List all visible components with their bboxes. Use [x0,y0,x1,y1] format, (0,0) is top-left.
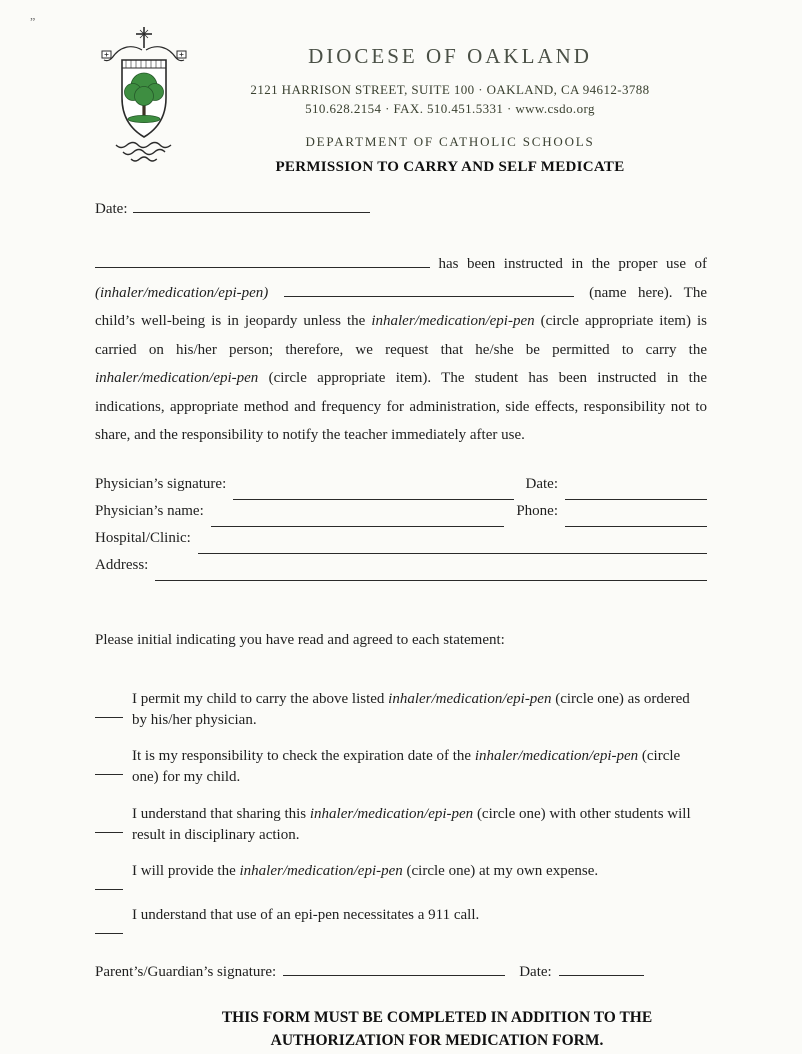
physician-name-label: Physician’s name: [95,502,204,519]
initials-blank-1 [95,703,123,718]
statement-1-post: (circle one) as ordered by his/her physician. [132,690,690,728]
medication-phrase-italic-1: (inhaler/medication/epi-pen) [95,284,269,301]
physician-phone-label: Phone: [516,502,558,519]
scan-artifact-mark: „ [30,8,36,22]
statement-text-5 [132,905,707,926]
statements-list [95,689,707,935]
physician-phone-blank [565,512,707,527]
statement-item-3 [95,804,707,847]
address-row [95,557,707,584]
initials-instruction: Please initial indicating you have read and agreed to each statement: [95,631,505,648]
letterhead [0,0,802,186]
statement-1-pre: I permit my child to carry the above listed [132,690,389,707]
statement-item-5 [95,905,707,934]
date-blank [133,198,370,213]
parent-guardian-signature-row [95,961,707,981]
statement-item-1 [95,689,707,732]
physician-name-row [95,503,707,530]
statement-4-medication-italic: inhaler/medication/epi-pen [239,863,403,880]
parent-signature-label: Parent’s/Guardian’s signature: [95,964,277,981]
statement-2-medication-italic: inhaler/medication/epi-pen [474,748,639,765]
statement-2-pre: It is my responsibility to check the expiration date of the [132,748,475,765]
statement-item-4 [95,861,707,890]
intro-text-4: (circle appropriate item). The student has been instructed in the indications, appropriate method and frequency for administration, side effects, responsibility not to share, and the responsibility to notify the teacher immediately after use. [95,370,707,443]
physician-signature-row [95,476,707,503]
statement-3-pre: I understand that sharing this [132,805,310,822]
parent-date-label: Date: [519,964,552,981]
intro-paragraph [95,250,707,450]
statement-2-post: (circle one) for my child. [132,748,681,786]
form-title: PERMISSION TO CARRY AND SELF MEDICATE [275,159,625,175]
intro-text-1: has been instructed in the proper use of [430,256,707,272]
statement-3-post: (circle one) with other students will result in disciplinary action. [132,805,691,843]
statement-1-medication-italic: inhaler/medication/epi-pen [388,690,552,707]
medication-phrase-italic-2: inhaler/medication/epi-pen [371,313,535,329]
medication-name-blank [284,282,574,297]
statement-5-pre: I understand that use of an epi-pen necessitates a 911 call. [132,907,480,924]
diocese-coat-of-arms-icon [100,24,188,169]
physician-date-label: Date: [525,475,558,492]
statement-4-pre: I will provide the [132,863,240,880]
medication-phrase-italic-3: inhaler/medication/epi-pen [95,370,259,386]
department-name: DEPARTMENT OF CATHOLIC SCHOOLS [305,134,595,149]
form-body [0,198,802,1052]
parent-date-blank [559,961,644,976]
footer-note [131,1007,743,1052]
statement-text-1 [132,689,707,732]
statement-text-3 [132,804,707,847]
initials-blank-3 [95,818,123,833]
footer-line-2: AUTHORIZATION FOR MEDICATION FORM. [270,1031,604,1049]
student-name-blank [95,253,430,268]
initials-blank-4 [95,875,123,890]
physician-signature-blank [233,485,513,500]
footer-line-1: THIS FORM MUST BE COMPLETED IN ADDITION TO THE [221,1009,653,1027]
physician-section [95,476,707,584]
address-blank [155,566,707,581]
statement-text-4 [132,861,707,882]
date-field-row [95,198,707,218]
physician-name-blank [211,512,505,527]
hospital-clinic-row [95,530,707,557]
initials-blank-2 [95,760,123,775]
initials-blank-5 [95,919,123,934]
intro-text-3: (circle appropriate item) is carried on his/her person; therefore, we request that he/she be permitted to carry the [95,313,707,358]
parent-signature-blank [283,961,505,976]
hospital-clinic-blank [198,539,707,554]
statement-4-post: (circle one) at my own expense. [402,863,599,880]
contact-line: 510.628.2154 · FAX. 510.451.5331 · www.csdo.org [305,101,595,116]
statement-3-medication-italic: inhaler/medication/epi-pen [309,805,474,822]
org-name: DIOCESE OF OAKLAND [308,44,592,68]
address-label: Address: [95,556,149,573]
statement-item-2 [95,746,707,789]
intro-text-2: (name here). The child’s well-being is in jeopardy unless the [95,284,707,329]
hospital-clinic-label: Hospital/Clinic: [95,529,191,546]
letterhead-text [194,44,706,176]
address-line: 2121 HARRISON STREET, SUITE 100 · OAKLAND, CA 94612-3788 [250,82,650,97]
statement-text-2 [132,746,707,789]
date-label: Date: [95,201,128,217]
physician-signature-label: Physician’s signature: [95,475,227,492]
physician-date-blank [565,485,707,500]
